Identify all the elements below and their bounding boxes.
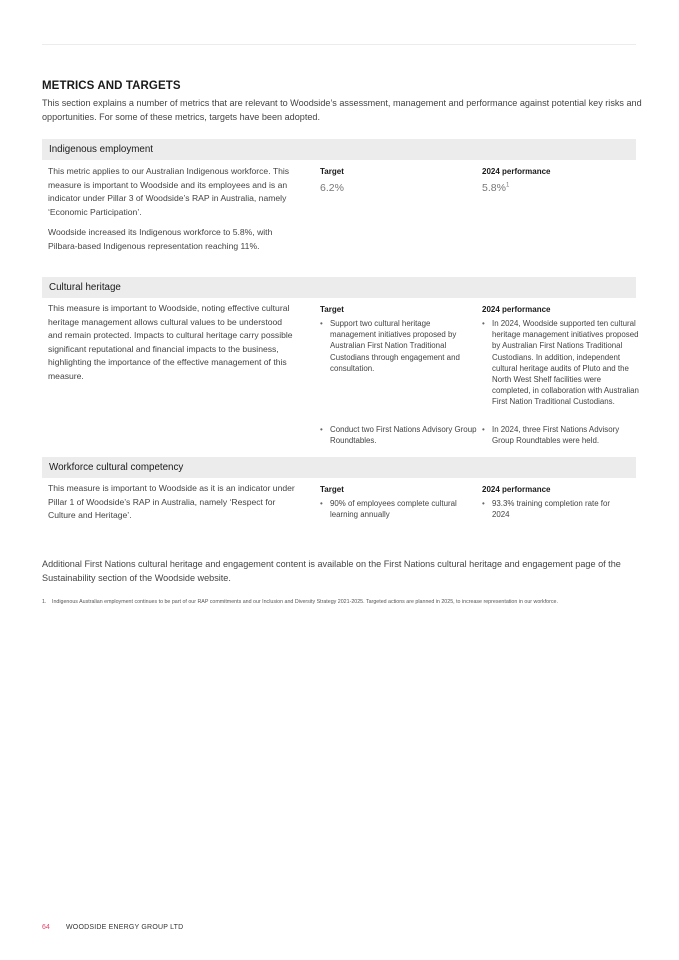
indigenous-description-2: Woodside increased its Indigenous workforce to 5.8%, with Pilbara-based Indigenous representation reaching 11%. bbox=[48, 227, 273, 251]
top-divider bbox=[42, 44, 636, 45]
cultural-heritage-band bbox=[42, 277, 636, 298]
page-number: 64 bbox=[42, 924, 50, 931]
footnote-number: 1. bbox=[42, 599, 47, 605]
cultural-target-label: Target bbox=[320, 305, 344, 314]
workforce-competency-heading: Workforce cultural competency bbox=[49, 462, 184, 473]
cultural-description-text: This measure is important to Woodside, noting effective cultural heritage management allows cultural values to be understood and remain protected. Impacts to cultural heritage carry possible significant reputational and financial impacts to the business, highlighting the importance of the effective management of this measure. bbox=[48, 303, 293, 381]
indigenous-employment-heading: Indigenous employment bbox=[49, 144, 154, 155]
indigenous-employment-band bbox=[42, 139, 636, 160]
workforce-target-label: Target bbox=[320, 485, 344, 494]
cultural-performance-bullet-2: • In 2024, three First Nations Advisory Group Roundtables were held. bbox=[482, 424, 640, 446]
cultural-target-bullet-2: • Conduct two First Nations Advisory Group Roundtables. bbox=[320, 424, 478, 446]
workforce-description bbox=[48, 482, 296, 530]
organization-name: WOODSIDE ENERGY GROUP LTD bbox=[66, 924, 184, 931]
workforce-competency-band bbox=[42, 457, 636, 478]
footnote-marker: 1 bbox=[505, 182, 510, 189]
indigenous-target-label: Target bbox=[320, 167, 344, 176]
closing-paragraph: Additional First Nations cultural heritage and engagement content is available on the First Nations cultural heritage and engagement page of the Sustainability section of the Woodside website. bbox=[42, 559, 621, 583]
indigenous-performance-value bbox=[482, 182, 509, 194]
footnote-text: Indigenous Australian employment continues to be part of our RAP commitments and our Inclusion and Diversity Strategy 2021-2025. Targeted actions are planned in 2025, to increase representation in our workforce. bbox=[52, 599, 558, 605]
cultural-performance-label: 2024 performance bbox=[482, 305, 551, 314]
cultural-heritage-heading: Cultural heritage bbox=[49, 282, 121, 293]
cultural-description bbox=[48, 302, 296, 391]
indigenous-description bbox=[48, 165, 298, 261]
workforce-description-text: This measure is important to Woodside as it is an indicator under Pillar 1 of Woodside’s RAP in Australia, namely ‘Respect for Culture and Heritage’. bbox=[48, 483, 295, 521]
indigenous-performance-label: 2024 performance bbox=[482, 167, 551, 176]
cultural-performance-bullet-1: • In 2024, Woodside supported ten cultural heritage management initiatives proposed by Australian First Nations Traditional Custodians. In addition, independent cultural heritage audits of Pluto and the North West Shelf facilities were completed, in collaboration with Australian First Nation Traditional Custodians. bbox=[482, 318, 640, 408]
indigenous-description-1: This metric applies to our Australian Indigenous workforce. This measure is important to Woodside and its employees and is an indicator under Pillar 3 of Woodside’s RAP in Australia, namely ‘Economic Participation’. bbox=[48, 166, 290, 217]
workforce-performance-bullet-1: • 93.3% training completion rate for 2024 bbox=[482, 498, 622, 520]
indigenous-target-value: 6.2% bbox=[320, 182, 344, 194]
section-title: METRICS AND TARGETS bbox=[42, 80, 181, 92]
indigenous-performance-number: 5.8% bbox=[482, 182, 506, 194]
cultural-target-bullet-1: • Support two cultural heritage management initiatives proposed by Australian First Nation Traditional Custodians through engagement and consultation. bbox=[320, 318, 478, 374]
section-intro: This section explains a number of metrics that are relevant to Woodside’s assessment, management and performance against potential key risks and opportunities. For some of these metrics, targets have been adopted. bbox=[42, 98, 642, 122]
workforce-target-bullet-1: • 90% of employees complete cultural learning annually bbox=[320, 498, 478, 520]
workforce-performance-label: 2024 performance bbox=[482, 485, 551, 494]
